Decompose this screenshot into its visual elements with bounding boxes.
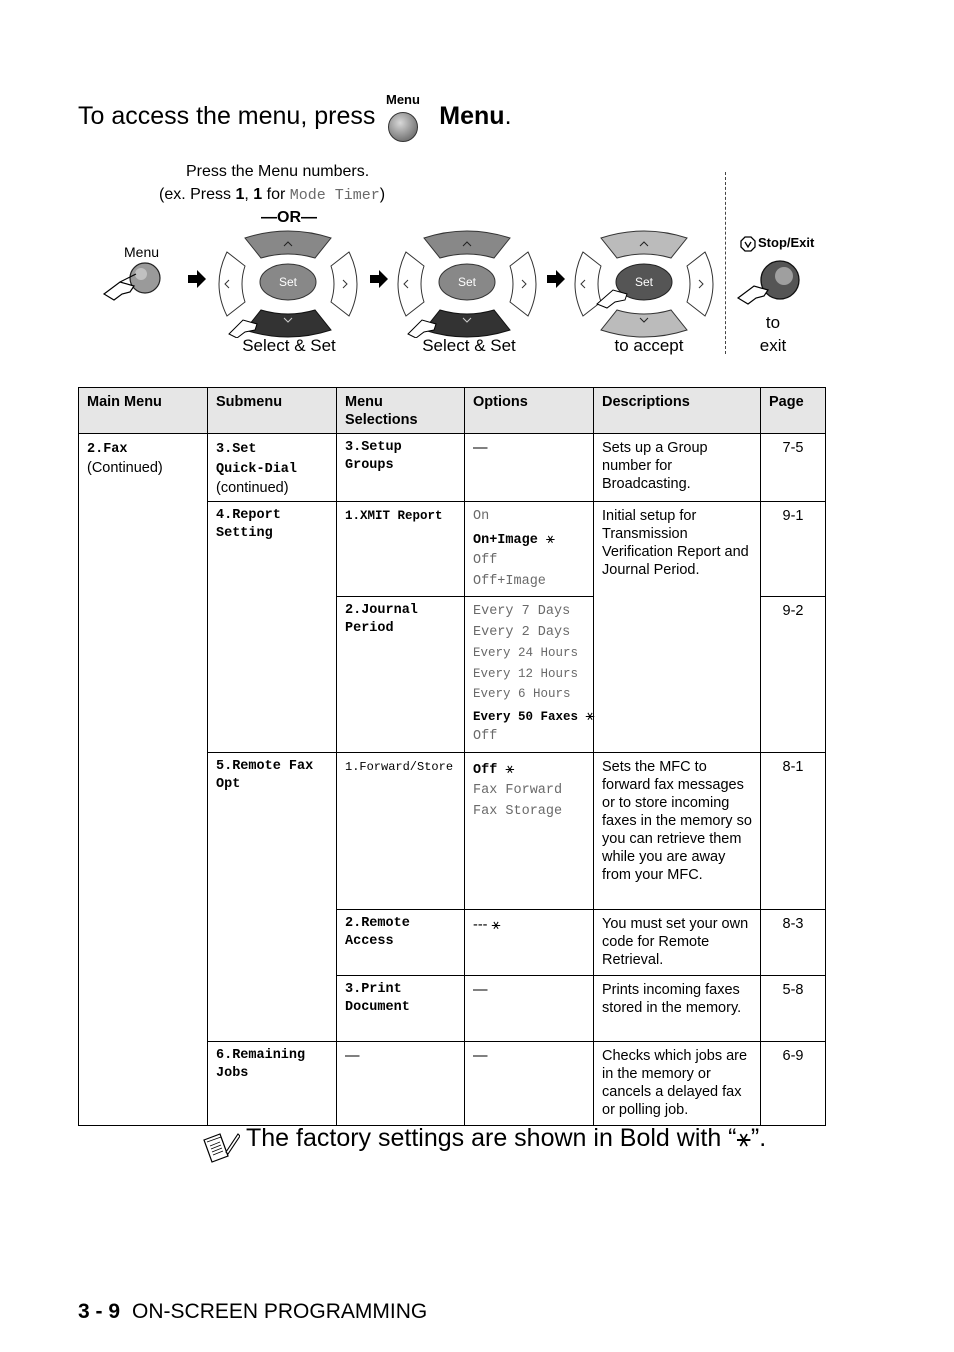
set-button-label: Set	[457, 275, 477, 289]
selection-print-document: 3.Print Document	[337, 975, 465, 1041]
page-cell: 8-3	[761, 909, 826, 975]
page-cell: 6-9	[761, 1041, 826, 1125]
arrow-right-icon	[186, 268, 208, 290]
dpad-select-icon	[394, 230, 540, 338]
selection-xmit-report	[337, 502, 465, 597]
divider-dashed	[725, 172, 726, 354]
header-menu-selections: Menu Selections	[337, 388, 465, 434]
page-cell: 7-5	[761, 434, 826, 502]
options-forward	[465, 752, 594, 909]
description-cell: Checks which jobs are in the memory or cancels a delayed fax or polling job.	[594, 1041, 761, 1125]
option-item: Every 24 Hours	[473, 646, 579, 660]
header-page: Page	[761, 388, 826, 434]
option-cell: —	[465, 434, 594, 502]
step3-label: to accept	[614, 336, 684, 355]
option-item: Every 12 Hours	[473, 666, 579, 681]
option-item: Off	[473, 729, 498, 744]
exit-label-line1: to	[765, 313, 781, 332]
page-footer	[78, 1300, 427, 1324]
diagram-instruction-line1: Press the Menu numbers.	[186, 163, 370, 180]
description-cell: Sets up a Group number for Broadcasting.	[594, 434, 761, 502]
report-description: Initial setup for Transmission Verification Report and Journal Period.	[602, 508, 749, 578]
selection-journal-period: 2.Journal Period	[337, 597, 465, 753]
description-cell	[594, 502, 761, 753]
instruction-for: for	[262, 186, 290, 203]
options-xmit	[465, 502, 594, 597]
note-suffix: ”.	[750, 1124, 767, 1152]
option-cell: —	[465, 975, 594, 1041]
table-header-row	[79, 388, 826, 434]
footer-page-number: 3 - 9	[78, 1300, 121, 1323]
factory-default-icon: ⚹	[736, 1124, 751, 1152]
header-descriptions: Descriptions	[594, 388, 761, 434]
header-main-menu: Main Menu	[79, 388, 208, 434]
selection-remote-access: 2.Remote Access	[337, 909, 465, 975]
factory-default-icon: ⚹	[545, 528, 555, 547]
page-cell: 8-1	[761, 752, 826, 909]
option-item: Off	[473, 553, 498, 568]
forward-store-label: 1.Forward/Store	[345, 759, 454, 774]
option-default-text: Off	[473, 762, 498, 778]
page-cell: 9-1	[761, 502, 826, 597]
main-menu-code: 2.Fax	[87, 442, 128, 457]
option-item: Every 7 Days	[473, 604, 571, 619]
note-icon	[200, 1130, 240, 1166]
main-menu-cell	[79, 434, 208, 1126]
title-suffix: .	[504, 102, 512, 130]
arrow-right-icon	[368, 268, 390, 290]
set-button-label: Set	[278, 275, 298, 289]
menu-button-caption: Menu	[386, 92, 420, 107]
instruction-key1: 1	[235, 186, 245, 203]
arrow-right-icon	[545, 268, 567, 290]
selection-cell: —	[337, 1041, 465, 1125]
header-submenu: Submenu	[208, 388, 337, 434]
diagram-menu-caption: Menu	[124, 244, 160, 260]
header-options: Options	[465, 388, 594, 434]
note-text	[246, 1124, 766, 1153]
page-title	[78, 102, 512, 131]
selection-forward-store	[337, 752, 465, 909]
xmit-report-label: 1.XMIT Report	[345, 509, 443, 523]
description-cell: You must set your own code for Remote Retrieval.	[594, 909, 761, 975]
instruction-comma: ,	[244, 186, 254, 203]
dpad-accept-icon	[571, 230, 717, 338]
option-cell: —	[465, 1041, 594, 1125]
submenu-report-setting: 4.Report Setting	[208, 502, 337, 753]
selection-setup-groups: 3.Setup Groups	[337, 434, 465, 502]
note-prefix: The factory settings are shown in Bold with “	[246, 1124, 737, 1152]
option-item-default	[473, 758, 585, 782]
description-cell: Sets the MFC to forward fax messages or to store incoming faxes in the memory so you can retrieve them while you are away from your MFC.	[594, 752, 761, 909]
option-cell	[465, 909, 594, 975]
submenu-quickdial: 3.Set Quick-Dial	[216, 442, 298, 477]
instruction-mode-timer: Mode Timer	[289, 187, 380, 204]
title-prefix: To access the menu, press	[78, 102, 376, 130]
title-menu-word: Menu	[439, 102, 505, 130]
stop-exit-label: Stop/Exit	[758, 235, 815, 250]
menu-press-icon	[100, 260, 164, 304]
step1-label: Select & Set	[242, 336, 336, 355]
set-button-label: Set	[634, 275, 654, 289]
factory-default-icon: ⚹	[585, 705, 595, 724]
factory-default-icon: ⚹	[505, 758, 515, 777]
instruction-prefix: (ex. Press	[159, 186, 236, 203]
main-menu-continued: (Continued)	[87, 460, 163, 476]
menu-table	[78, 387, 826, 1126]
instruction-close: )	[379, 186, 386, 203]
or-label: —OR—	[261, 209, 317, 226]
page-cell: 9-2	[761, 597, 826, 753]
submenu-remote-fax-opt: 5.Remote Fax Opt	[208, 752, 337, 1041]
option-item: On	[473, 509, 490, 524]
option-item-default	[473, 528, 585, 552]
submenu-continued: (continued)	[216, 480, 289, 496]
option-item: Every 2 Days	[473, 624, 571, 640]
option-item-default	[473, 705, 595, 728]
diagram-instruction-line2	[159, 186, 385, 204]
option-item: Off+Image	[473, 573, 546, 589]
stop-exit-press-icon	[736, 256, 806, 306]
option-default-text: Every 50 Faxes	[473, 709, 579, 724]
submenu-remaining-jobs: 6.Remaining Jobs	[208, 1041, 337, 1125]
stop-icon	[740, 236, 756, 252]
option-item: Fax Forward	[473, 783, 563, 798]
option-item: Every 6 Hours	[473, 687, 571, 701]
table-row	[79, 434, 826, 502]
submenu-cell	[208, 434, 337, 502]
description-cell: Prints incoming faxes stored in the memory.	[594, 975, 761, 1041]
option-default-text: On+Image	[473, 532, 538, 548]
step2-label: Select & Set	[422, 336, 516, 355]
dpad-select-icon	[215, 230, 361, 338]
option-item: Fax Storage	[473, 803, 563, 819]
exit-label-line2: exit	[759, 336, 787, 355]
page-cell: 5-8	[761, 975, 826, 1041]
footer-section: ON-SCREEN PROGRAMMING	[132, 1300, 428, 1323]
instruction-key2: 1	[253, 186, 263, 203]
options-journal	[465, 597, 594, 753]
factory-default-icon: ⚹	[491, 914, 501, 933]
access-option-text: ---	[473, 916, 488, 933]
